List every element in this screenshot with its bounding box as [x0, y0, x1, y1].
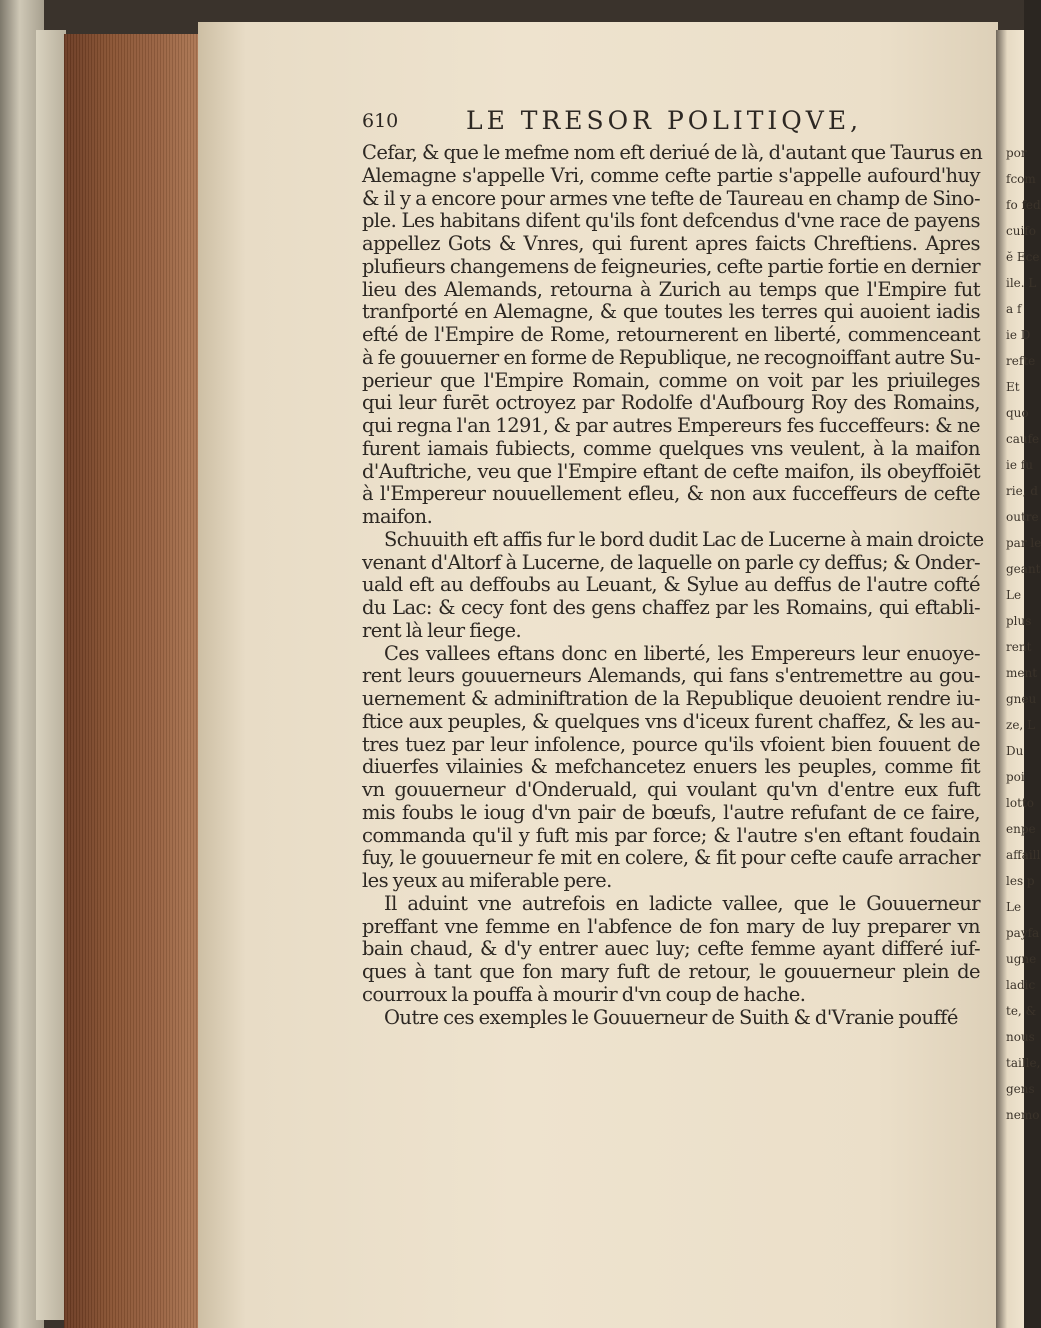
- facing-fragment: ze, L: [1006, 718, 1036, 732]
- facing-fragment: Et: [1006, 380, 1020, 394]
- text-line: preffant vne femme en l'abfence de fon mary de luy preparer vn: [362, 914, 980, 938]
- text-line: à fe gouuerner en forme de Republique, ne recognoiffant autre Su-: [362, 345, 981, 369]
- facing-fragment: a f: [1006, 302, 1022, 316]
- text-line: uernement & adminiftration de la Republique deuoient rendre iu-: [362, 687, 980, 710]
- facing-fragment: ugne: [1006, 952, 1037, 966]
- text-line: Ces vallees eftans donc en liberté, les Empereurs leur enuoye-: [384, 641, 980, 665]
- facing-fragment: poi: [1006, 770, 1025, 784]
- text-line: maifon.: [362, 505, 433, 528]
- text-line: uald eft au deffoubs au Leuant, & Sylue au deffus de l'autre cofté: [362, 573, 980, 597]
- text-line: perieur que l'Empire Romain, comme on voit par les priuileges: [362, 368, 980, 392]
- facing-fragment: gneu: [1006, 692, 1037, 706]
- facing-fragment: gens: [1006, 1082, 1035, 1096]
- facing-fragment: ladic: [1006, 978, 1036, 992]
- facing-fragment: fcom: [1006, 172, 1036, 186]
- facing-fragment: Du: [1006, 744, 1024, 758]
- text-line: à l'Empereur nouuellement efleu, & non aux fucceffeurs de cefte: [362, 482, 980, 506]
- text-line: qui regna l'an 1291, & par autres Empereurs fes fucceffeurs: & ne: [362, 414, 980, 437]
- facing-fragment: refte: [1006, 354, 1036, 368]
- text-line: ple. Les habitans difent qu'ils font defcendus d'vne race de payens: [362, 209, 980, 233]
- text-line: Outre ces exemples le Gouuerneur de Suith & d'Vranie pouffé: [384, 1005, 958, 1029]
- facing-fragment: payfa: [1006, 926, 1040, 940]
- text-line: ques à tant que fon mary fuft de retour, le gouuerneur plein de: [362, 960, 980, 983]
- facing-fragment: rent: [1006, 640, 1032, 654]
- book-board-inner: [36, 30, 66, 1320]
- page-text-block: [362, 104, 984, 1029]
- text-line: Il aduint vne autrefois en ladicte vallee, que le Gouuerneur: [384, 891, 980, 915]
- text-line: rent leurs gouuerneurs Alemands, qui fans s'entremettre au gou-: [362, 664, 980, 688]
- facing-fragment: ment: [1006, 666, 1038, 680]
- text-line: Cefar, & que le mefme nom eft deriué de là, d'autant que Taurus en: [362, 141, 983, 164]
- facing-fragment: par le: [1006, 536, 1041, 550]
- facing-fragment: nous: [1006, 1030, 1035, 1044]
- facing-fragment: ie D: [1006, 328, 1031, 342]
- facing-fragment: ie fu: [1006, 458, 1033, 472]
- text-line: & il y a encore pour armes vne tefte de Taureau en champ de Sino-: [362, 186, 980, 210]
- facing-fragment: fo fed: [1006, 198, 1041, 212]
- facing-fragment: por: [1006, 146, 1027, 160]
- text-line: commanda qu'il y fuft mis par force; & l'autre s'en eftant foudain: [362, 823, 980, 847]
- facing-fragment: cuifo: [1006, 224, 1036, 238]
- text-line: du Lac: & cecy font des gens chaffez par les Romains, qui eftabli-: [362, 596, 980, 619]
- text-line: Schuuith eft affis fur le bord dudit Lac de Lucerne à main droicte: [384, 527, 984, 551]
- facing-fragment: geant: [1006, 562, 1041, 576]
- text-line: fuy, le gouuerneur fe mit en colere, & fit pour cefte caufe arracher: [362, 846, 980, 870]
- text-line: diuerfes vilainies & mefchancetez enuers les peuples, comme fit: [362, 755, 980, 779]
- facing-fragment: quo: [1006, 406, 1029, 420]
- facing-fragment: enpe: [1006, 822, 1036, 836]
- facing-fragment: Le: [1006, 588, 1022, 602]
- text-line: plufieurs changemens de feigneuries, cefte partie fortie en dernier: [362, 254, 980, 278]
- body-text: [362, 141, 984, 1029]
- text-line: lieu des Alemands, retourna à Zurich au temps que l'Empire fut: [362, 277, 980, 301]
- text-line: les yeux au miferable pere.: [362, 869, 612, 892]
- facing-fragment: taille,: [1006, 1056, 1041, 1070]
- running-head: [362, 104, 980, 142]
- facing-fragment: lotto: [1006, 796, 1034, 810]
- facing-fragment: caufe: [1006, 432, 1040, 446]
- facing-fragment: te, &: [1006, 1004, 1037, 1018]
- facing-fragment: les p: [1006, 874, 1035, 888]
- text-line: Alemagne s'appelle Vri, comme cefte partie s'appelle aufourd'huy: [362, 163, 980, 187]
- facing-fragment: affaill: [1006, 848, 1041, 862]
- facing-page-fragments: [1006, 140, 1041, 1128]
- text-line: furent iamais fubiects, comme quelques vns veulent, à la maifon: [362, 436, 980, 460]
- text-line: tres tuez par leur infolence, pource qu'ils vfoient bien fouuent de: [362, 732, 980, 756]
- text-line: vn gouuerneur d'Onderuald, qui voulant qu'vn d'entre eux fuft: [362, 778, 980, 801]
- text-line: d'Auftriche, veu que l'Empire eftant de cefte maifon, ils obeyffoiēt: [362, 459, 980, 483]
- text-line: courroux la pouffa à mourir d'vn coup de hache.: [362, 982, 806, 1006]
- text-line: appellez Gots & Vnres, qui furent apres faicts Chreftiens. Apres: [362, 232, 980, 255]
- text-line: bain chaud, & d'y entrer auec luy; cefte femme ayant differé iuf-: [362, 937, 980, 961]
- facing-fragment: ile. L: [1006, 276, 1037, 290]
- facing-fragment: outre: [1006, 510, 1039, 524]
- text-line: rent là leur fiege.: [362, 618, 522, 642]
- page-edges: [64, 34, 204, 1328]
- facing-fragment: Le: [1006, 900, 1022, 914]
- text-line: tranfporté en Alemagne, & que toutes les terres qui auoient iadis: [362, 300, 980, 324]
- text-line: efté de l'Empire de Rome, retournerent en liberté, commenceant: [362, 323, 980, 346]
- text-line: qui leur furēt octroyez par Rodolfe d'Aufbourg Roy des Romains,: [362, 391, 980, 415]
- facing-fragment: nemo: [1006, 1108, 1040, 1122]
- facing-fragment: ĕ Ece: [1006, 250, 1040, 264]
- text-line: ftice aux peuples, & quelques vns d'iceux furent chaffez, & les au-: [362, 709, 980, 733]
- text-line: mis foubs le ioug d'vn pair de bœufs, l'autre refufant de ce faire,: [362, 800, 980, 824]
- facing-fragment: plus: [1006, 614, 1032, 628]
- facing-fragment: rie, d: [1006, 484, 1038, 498]
- page-number: 610: [362, 110, 399, 132]
- running-title: LE TRESOR POLITIQVE,: [466, 106, 863, 135]
- text-line: venant d'Altorf à Lucerne, de laquelle on parle cy deffus; & Onder-: [362, 550, 980, 574]
